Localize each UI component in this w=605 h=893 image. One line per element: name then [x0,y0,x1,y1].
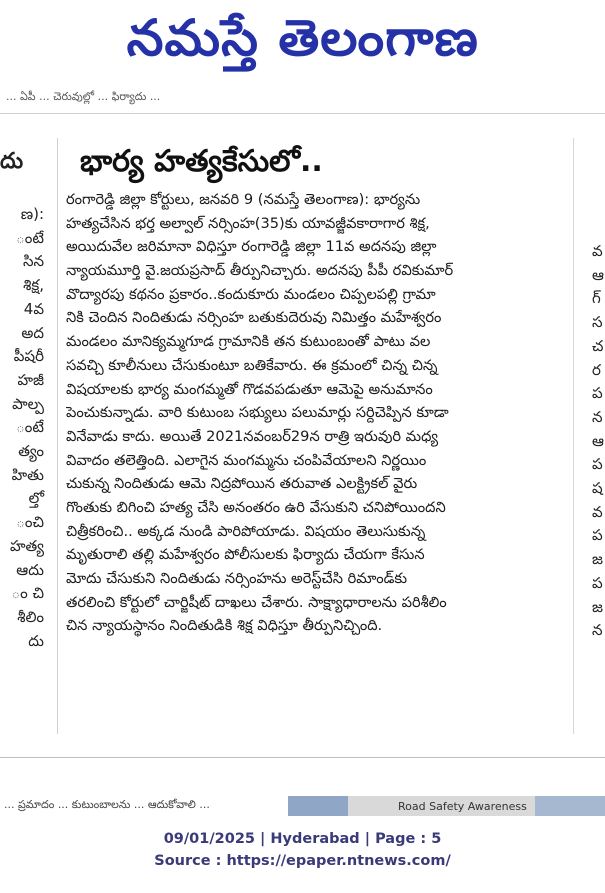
left-cropped-column [0,115,52,725]
left-column-line: హత్య [10,536,44,555]
right-column-fragment: జ [592,550,603,569]
right-cropped-column [592,240,605,720]
article-body-line: చిన న్యాయస్థానం నిందితుడికి శిక్ష విధిస్తూ తీర్పునిచ్చింది. [66,617,383,635]
right-column-fragment: వ [592,502,603,521]
article-body-line: మోదు చేసుకుని నిందితుడు నర్సింహను అరెస్ట్‌చేసి రిమాండ్‌కు [66,570,408,587]
right-column-fragment: జ [592,597,603,616]
cropped-photo-banner [288,796,605,816]
right-column-fragment: ప [592,526,603,545]
article-headline: భార్య హత్యకేసులో.. [80,144,323,179]
right-column-fragment: ష [592,479,603,498]
banner-image [535,796,605,816]
footer-date-page: 09/01/2025 | Hyderabad | Page : 5 [163,831,442,847]
banner-image [288,796,348,816]
footer-source-link[interactable]: Source : https://epaper.ntnews.com/ [154,853,451,869]
divider [0,113,605,114]
left-column-line: పాల్ప [12,394,44,413]
left-column-lines [10,203,44,653]
right-column-fragment: ర [592,360,601,379]
article-body-line: వివాదం తలెత్తింది. ఎలాగైన మంగమ్మను చంపివేయాలని నిర్ణయిం [66,451,427,469]
masthead [0,0,605,88]
left-column-line: ణ): [20,205,44,223]
left-column-line: ంటే [16,418,44,437]
right-column-fragment: ఆ [592,265,604,284]
left-column-line: హజీ [17,370,44,389]
left-column-line: ం చి [11,584,44,603]
article-body-line: న్యాయమూర్తి వై.జయప్రసాద్ తీర్పునిచ్చారు. అదనపు పీపీ రవికుమార్ [66,262,454,280]
source-footer [0,828,605,872]
left-column-line: ల్తో [28,489,44,508]
article-body-line: మృతురాలి తల్లి మహేశ్వరం పోలీసులకు ఫిర్యాదు చేయగా కేసున [66,546,425,564]
left-column-line: ంచి [16,513,44,532]
divider [0,757,605,758]
left-column-line: శిక్ష, [23,276,44,295]
article-body-line: వొద్యారపు కథనం ప్రకారం..కందుకూరు మండలం చిప్పలపల్లి గ్రామా [66,285,436,303]
right-column-fragment: ప [592,455,603,474]
article-body-line: రంగారెడ్డి జిల్లా కోర్టులు, జనవరి 9 (నమస్తే తెలంగాణ): భార్యను [66,191,421,208]
right-column-fragment: న [592,621,603,640]
news-article [60,140,570,638]
left-column-line: 4వ [23,299,44,318]
left-column-line: హితు [11,465,44,484]
article-body-line: హత్యచేసిన భర్త అల్వాల్ నర్సింహ(35)కు యావజ్జీవకారాగార శిక్ష, [66,214,430,232]
right-column-fragment: స [592,313,603,332]
article-body-line: తరలించి కోర్టులో చార్జిషీట్ దాఖలు చేశారు. సాక్ష్యాధారాలను పరిశీలిం [66,593,447,611]
left-column-line: శీలిం [17,607,44,626]
left-column-line: పీషరీ [13,347,44,366]
article-body-line: చిత్రీకరించి.. అక్కడ నుండి పారిపోయాడు. విషయం తెలుసుకున్న [66,522,426,540]
left-column-line: దు [28,631,44,650]
left-column-line: సిన [22,252,44,271]
right-column-fragment: గ్ [592,289,601,308]
article-body-line: చుకున్న నిందితుడు ఆమె నిద్రపోయిన తరువాత ఎలక్ట్రికల్ వైరు [66,475,418,493]
cropped-bottom-headline: ... ప్రమాదం ... కుటుంబాలను ... ఆదుకోవాలి ... [4,798,210,811]
right-column-fragment: ప [592,573,603,592]
article-body-line: మండలం మానిక్యమ్మగూడ గ్రామానికి తన కుటుంబంతో పాటు వల [66,333,431,351]
left-column-line: ంటే [16,228,44,247]
article-body-line: సవచ్చి కూలీనులు చేసుకుంటూ బతికేవారు. ఈ క్రమంలో చిన్న చిన్న [66,356,438,374]
left-column-line: త్యం [18,442,44,461]
article-body-line: అయిదువేల జరిమానా విధిస్తూ రంగారెడ్డి జిల్లా 11వ అదనపు జిల్లా [66,238,437,256]
article-body [60,188,570,638]
column-divider [57,138,58,734]
right-column-fragment: ఆ [592,431,604,450]
article-body-line: పెంచుకున్నాడు. వారి కుటుంబ సభ్యులు పలుమార్లు సర్దిచెప్పిన కూడా [66,404,449,422]
article-body-line: వినేవాడు కాదు. అయితే 2021నవంబర్29న రాత్రి ఇరువురి మధ్య [66,427,439,445]
right-column-fragment: న [592,407,603,426]
left-column-heading: దు [0,149,24,174]
right-column-fragment: ప [592,384,603,403]
right-column-fragment: చ [592,336,604,355]
cropped-text-strip: ... ఏపీ ... చెరువుల్లో ... ఫిర్యాదు ... [6,90,161,103]
article-body-line: నికి చెందిన నిందితుడు నర్సింహ బతుకుదెరువు నిమిత్తం మహేశ్వరం [66,309,442,327]
newspaper-logo: నమస్తే తెలంగాణ [126,8,479,67]
right-column-fragment: వ [592,242,603,260]
left-column-line: ఆదు [16,560,44,579]
banner-text: Road Safety Awareness [398,799,527,813]
left-column-line: అద [21,323,44,342]
article-body-line: గొంతుకు బిగించి హత్య చేసి అనంతరం ఉరి వేసుకుని చనిపోయిందని [66,498,446,516]
column-divider [573,138,574,734]
article-body-line: విషయాలకు భార్య మంగమ్మతో గొడవపడుతూ ఆమెపై అనుమానం [66,380,433,398]
